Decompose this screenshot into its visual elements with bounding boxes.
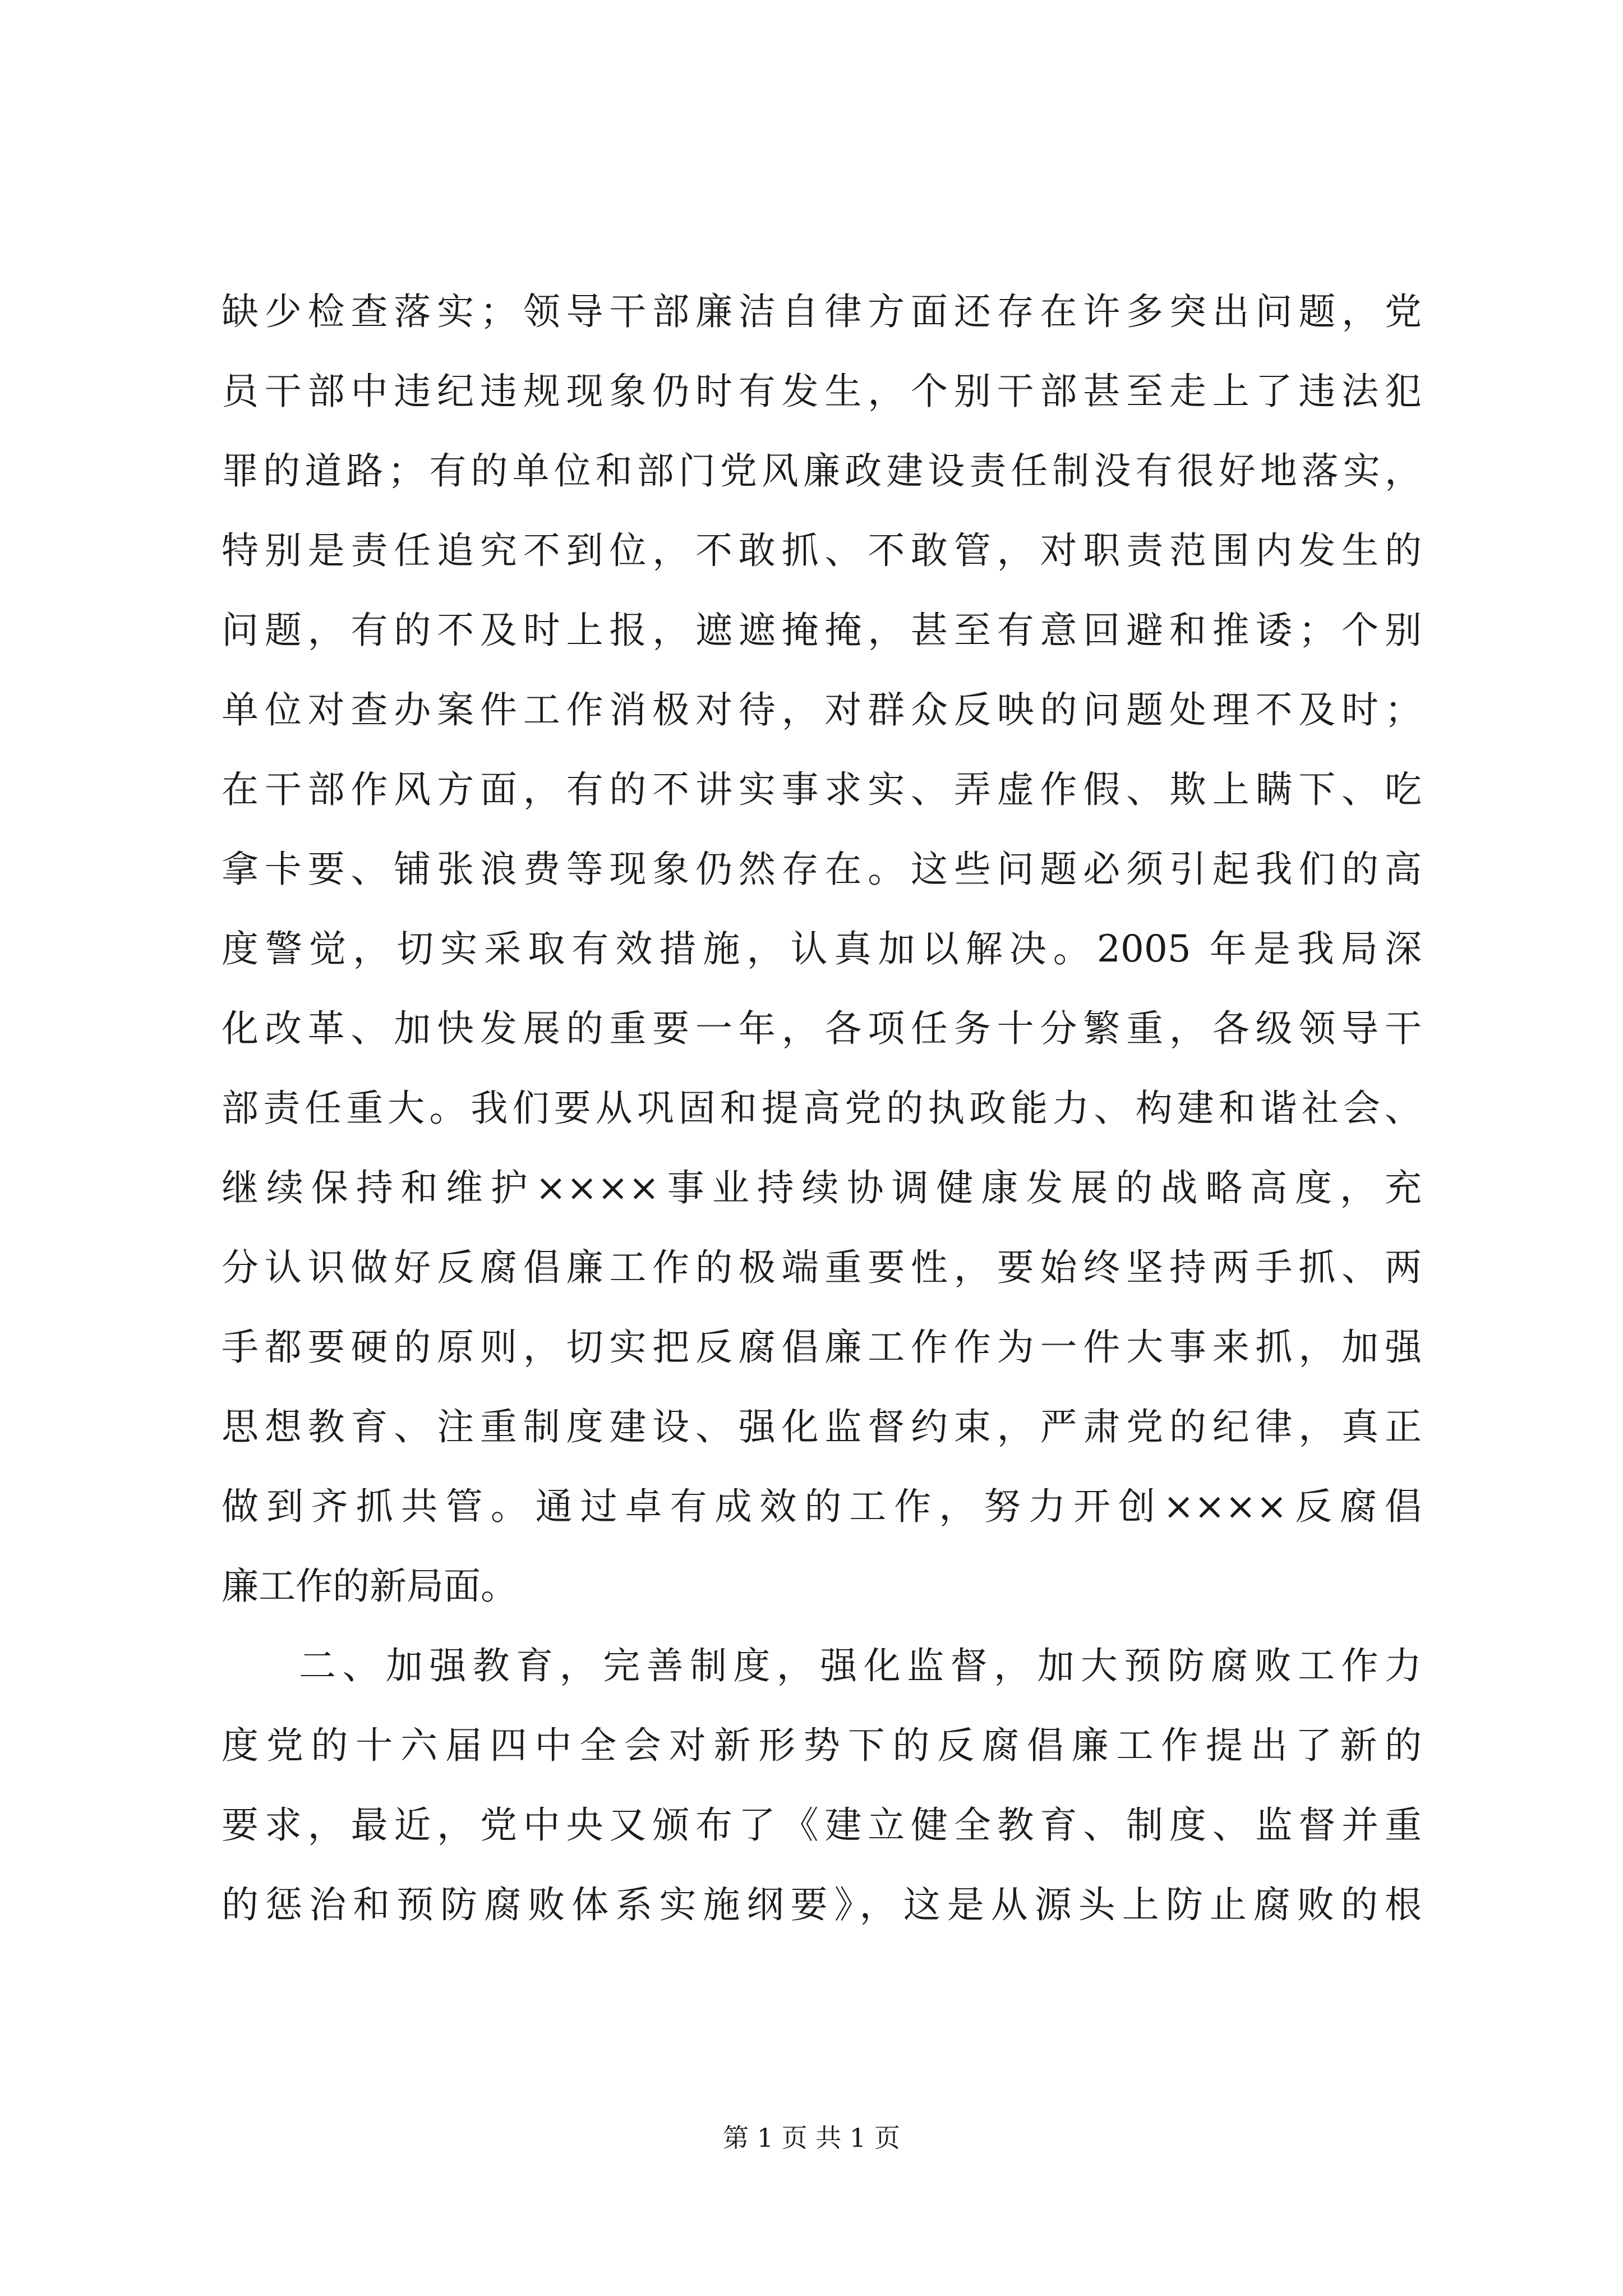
text-line-19: 度党的十六届四中全会对新形势下的反腐倡廉工作提出了新的 xyxy=(222,1724,1422,1767)
text-line-12: 继续保持和维护××××事业持续协调健康发展的战略高度，充 xyxy=(222,1166,1422,1209)
text-line-8: 拿卡要、铺张浪费等现象仍然存在。这些问题必须引起我们的高 xyxy=(222,848,1422,891)
text-line-11: 部责任重大。我们要从巩固和提高党的执政能力、构建和谐社会、 xyxy=(222,1087,1422,1130)
text-line-20: 要求，最近，党中央又颁布了《建立健全教育、制度、监督并重 xyxy=(222,1803,1422,1847)
text-line-17: 廉工作的新局面。 xyxy=(222,1565,518,1608)
page-number-label: 第 1 页 共 1 页 xyxy=(723,2123,900,2153)
text-line-2: 员干部中违纪违规现象仍时有发生，个别干部甚至走上了违法犯 xyxy=(222,370,1422,413)
text-line-7: 在干部作风方面，有的不讲实事求实、弄虚作假、欺上瞒下、吃 xyxy=(222,768,1422,811)
text-line-5: 问题，有的不及时上报，遮遮掩掩，甚至有意回避和推诿；个别 xyxy=(222,609,1422,652)
body-text xyxy=(222,272,1422,1945)
section-heading-line: 二、加强教育，完善制度，强化监督，加大预防腐败工作力 xyxy=(299,1644,1422,1687)
text-line-6: 单位对查办案件工作消极对待，对群众反映的问题处理不及时； xyxy=(222,688,1422,731)
text-line-4: 特别是责任追究不到位，不敢抓、不敢管，对职责范围内发生的 xyxy=(222,529,1422,572)
text-line-9: 度警觉，切实采取有效措施，认真加以解决。2005 年是我局深 xyxy=(222,927,1422,970)
text-line-14: 手都要硬的原则，切实把反腐倡廉工作作为一件大事来抓，加强 xyxy=(222,1326,1422,1369)
text-line-1: 缺少检查落实；领导干部廉洁自律方面还存在许多突出问题，党 xyxy=(222,290,1422,333)
page-footer xyxy=(0,2118,1623,2155)
text-line-15: 思想教育、注重制度建设、强化监督约束，严肃党的纪律，真正 xyxy=(222,1405,1422,1448)
text-line-3: 罪的道路；有的单位和部门党风廉政建设责任制没有很好地落实， xyxy=(222,449,1422,493)
text-line-10: 化改革、加快发展的重要一年，各项任务十分繁重，各级领导干 xyxy=(222,1007,1422,1050)
text-line-16: 做到齐抓共管。通过卓有成效的工作，努力开创××××反腐倡 xyxy=(222,1485,1422,1528)
text-line-21: 的惩治和预防腐败体系实施纲要》，这是从源头上防止腐败的根 xyxy=(222,1883,1422,1926)
text-line-13: 分认识做好反腐倡廉工作的极端重要性，要始终坚持两手抓、两 xyxy=(222,1246,1422,1289)
